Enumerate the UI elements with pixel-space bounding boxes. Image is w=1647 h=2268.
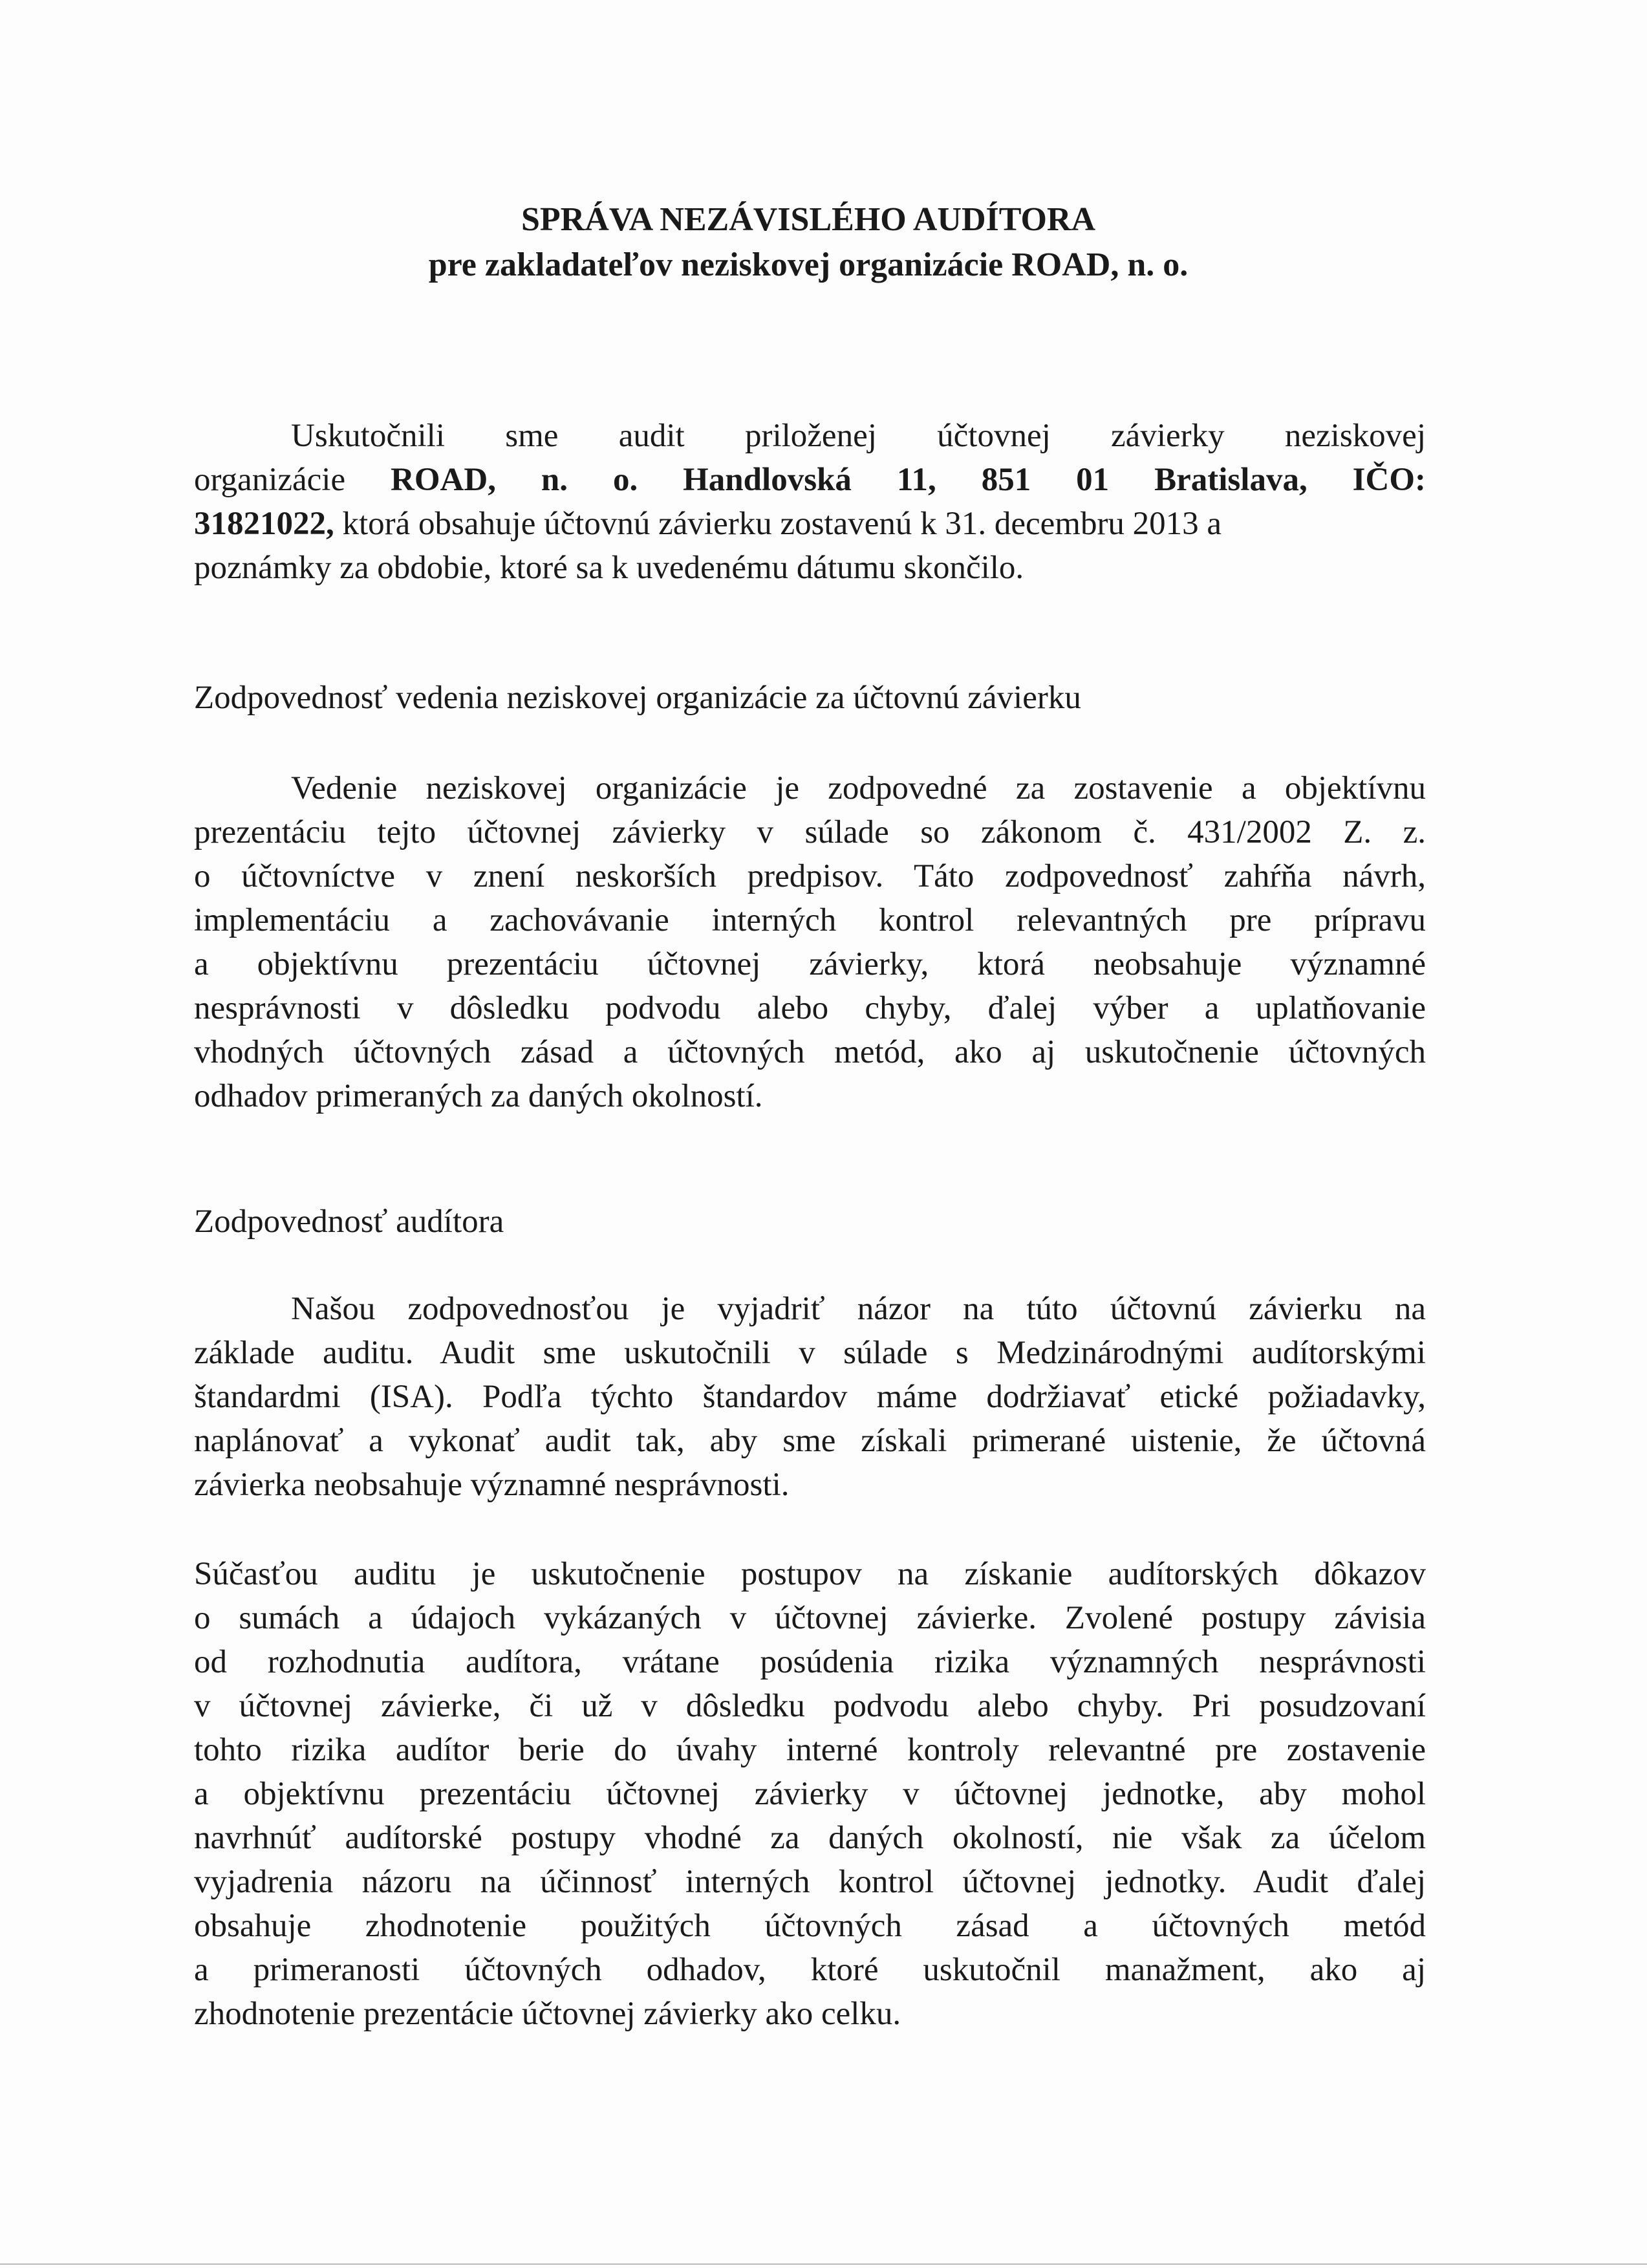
text-line: a primeranosti účtovných odhadov, ktoré uskutočnil manažment, ako aj xyxy=(194,1952,1426,1988)
text-line: závierka neobsahuje významné nesprávnosti. xyxy=(194,1467,790,1503)
text-line: implementáciu a zachovávanie interných kontrol relevantných pre prípravu xyxy=(194,902,1426,938)
report-subtitle: pre zakladateľov neziskovej organizácie ROAD, n. o. xyxy=(428,246,1189,283)
report-title: SPRÁVA NEZÁVISLÉHO AUDÍTORA xyxy=(521,201,1096,238)
scan-edge xyxy=(0,2263,1647,2265)
text-line: a objektívnu prezentáciu účtovnej závierky v účtovnej jednotke, aby mohol xyxy=(194,1776,1426,1812)
section-heading-auditor: Zodpovednosť audítora xyxy=(194,1204,504,1240)
intro-paragraph xyxy=(194,414,1426,590)
text-line: Uskutočnili sme audit priloženej účtovnej závierky neziskovej xyxy=(291,418,1426,454)
text-line: vhodných účtovných zásad a účtovných metód, ako aj uskutočnenie účtovných xyxy=(194,1034,1426,1070)
text-line: v účtovnej závierke, či už v dôsledku podvodu alebo chyby. Pri posudzovaní xyxy=(194,1688,1426,1724)
text-line: naplánovať a vykonať audit tak, aby sme získali primerané uistenie, že účtovná xyxy=(194,1423,1426,1459)
organization-id: 31821022, xyxy=(194,506,334,542)
text-line: nesprávnosti v dôsledku podvodu alebo chyby, ďalej výber a uplatňovanie xyxy=(194,990,1426,1026)
text-line: obsahuje zhodnotenie použitých účtovných zásad a účtovných metód xyxy=(194,1908,1426,1944)
text-line: navrhnúť audítorské postupy vhodné za daných okolností, nie však za účelom xyxy=(194,1820,1426,1856)
auditor-paragraph-2 xyxy=(194,1552,1426,2036)
management-paragraph xyxy=(194,766,1426,1118)
text-line xyxy=(194,502,1426,546)
text-line: Vedenie neziskovej organizácie je zodpovedné za zostavenie a objektívnu xyxy=(291,770,1426,806)
text-line xyxy=(194,458,1426,502)
auditor-paragraph-1 xyxy=(194,1287,1426,1507)
organization-address: ROAD, n. o. Handlovská 11, 851 01 Bratislava, IČO: xyxy=(391,462,1426,498)
text-line: základe auditu. Audit sme uskutočnili v súlade s Medzinárodnými audítorskými xyxy=(194,1335,1426,1371)
text-span: organizácie xyxy=(194,462,391,498)
text-line: Súčasťou auditu je uskutočnenie postupov na získanie audítorských dôkazov xyxy=(194,1556,1426,1592)
text-line: prezentáciu tejto účtovnej závierky v súlade so zákonom č. 431/2002 Z. z. xyxy=(194,814,1426,850)
text-line: Našou zodpovednosťou je vyjadriť názor na túto účtovnú závierku na xyxy=(291,1291,1426,1327)
text-span: ktorá obsahuje účtovnú závierku zostavenú k 31. decembru 2013 a xyxy=(334,506,1222,542)
text-line: odhadov primeraných za daných okolností. xyxy=(194,1078,763,1114)
text-line: poznámky za obdobie, ktoré sa k uvedenému dátumu skončilo. xyxy=(194,550,1024,586)
text-line: a objektívnu prezentáciu účtovnej závierky, ktorá neobsahuje významné xyxy=(194,946,1426,982)
text-line: o účtovníctve v znení neskorších predpisov. Táto zodpovednosť zahŕňa návrh, xyxy=(194,858,1426,894)
section-heading-management: Zodpovednosť vedenia neziskovej organizácie za účtovnú závierku xyxy=(194,680,1081,716)
text-line: vyjadrenia názoru na účinnosť interných kontrol účtovnej jednotky. Audit ďalej xyxy=(194,1864,1426,1900)
text-line: štandardmi (ISA). Podľa týchto štandardov máme dodržiavať etické požiadavky, xyxy=(194,1379,1426,1415)
text-line: o sumách a údajoch vykázaných v účtovnej závierke. Zvolené postupy závisia xyxy=(194,1600,1426,1636)
text-line: zhodnotenie prezentácie účtovnej závierky ako celku. xyxy=(194,1996,901,2032)
text-line: od rozhodnutia audítora, vrátane posúdenia rizika významných nesprávnosti xyxy=(194,1644,1426,1680)
text-line: tohto rizika audítor berie do úvahy interné kontroly relevantné pre zostavenie xyxy=(194,1732,1426,1768)
